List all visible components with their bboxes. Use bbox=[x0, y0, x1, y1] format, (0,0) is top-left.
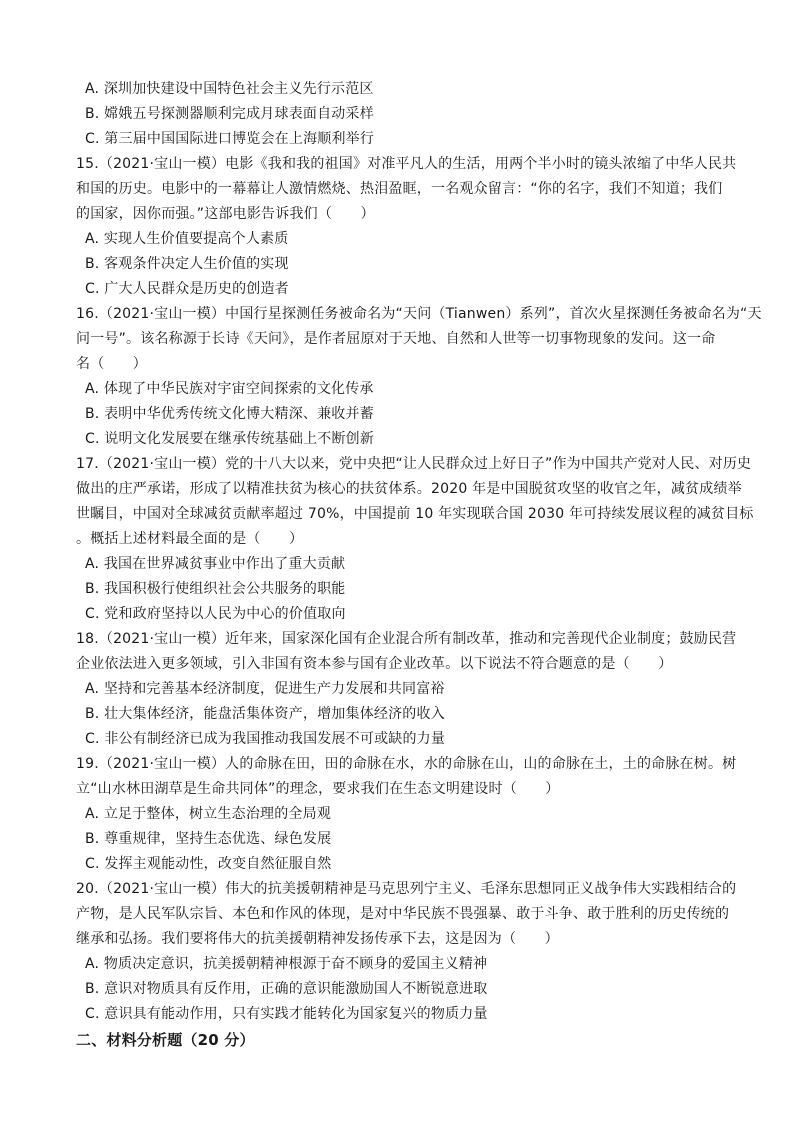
question-stem-line: 17.（2021·宝山一模）党的十八大以来，党中央把“让人民群众过上好日子”作为中国共产党对人民、对历史 bbox=[76, 456, 752, 472]
exam-page bbox=[76, 77, 762, 1053]
option-b: B. 表明中华优秀传统文化博大精深、兼收并蓄 bbox=[85, 406, 374, 422]
question-stem-line: 立“山水林田湖草是生命共同体”的理念，要求我们在生态文明建设时（ ） bbox=[76, 781, 560, 797]
option-b: B. 客观条件决定人生价值的实现 bbox=[85, 256, 289, 272]
question-stem-line: 问一号”。该名称源于长诗《天问》，是作者屈原对于天地、自然和人世等一切事物现象的发问。这一命 bbox=[76, 331, 716, 347]
question-16 bbox=[76, 302, 762, 452]
option-c: C. 党和政府坚持以人民为中心的价值取向 bbox=[85, 606, 346, 622]
question-stem-line: 16.（2021·宝山一模）中国行星探测任务被命名为“天问（Tianwen）系列”，首次火星探测任务被命名为“天 bbox=[76, 306, 762, 322]
option-c: C. 说明文化发展要在继承传统基础上不断创新 bbox=[85, 431, 375, 447]
question-stem-line: 15.（2021·宝山一模）电影《我和我的祖国》对准平凡人的生活，用两个半小时的镜头浓缩了中华人民共 bbox=[76, 156, 737, 172]
question-stem-line: 20.（2021·宝山一模）伟大的抗美援朝精神是马克思列宁主义、毛泽东思想同正义战争伟大实践相结合的 bbox=[76, 881, 737, 897]
question-stem-line: 产物，是人民军队宗旨、本色和作风的体现，是对中华民族不畏强暴、敢于斗争、敢于胜利的历史传统的 bbox=[76, 906, 730, 922]
option-b: B. 嫦娥五号探测器顺利完成月球表面自动采样 bbox=[85, 106, 374, 122]
question-stem-line: 18.（2021·宝山一模）近年来，国家深化国有企业混合所有制改革，推动和完善现代企业制度；鼓励民营 bbox=[76, 631, 737, 647]
option-a: A. 深圳加快建设中国特色社会主义先行示范区 bbox=[85, 81, 374, 97]
question-stem-line: 继承和弘扬。我们要将伟大的抗美援朝精神发扬传承下去，这是因为（ ） bbox=[76, 931, 559, 947]
question-18 bbox=[76, 627, 737, 752]
question-stem-line: 世瞩目，中国对全球减贫贡献率超过 70%，中国提前 10 年实现联合国 2030 年可持续发展议程的减贫目标 bbox=[76, 506, 754, 522]
question-17 bbox=[76, 452, 754, 627]
question-19 bbox=[76, 752, 737, 877]
option-a: A. 体现了中华民族对宇宙空间探索的文化传承 bbox=[85, 381, 374, 397]
question-stem-line: 。概括上述材料最全面的是（ ） bbox=[76, 531, 304, 547]
option-b: B. 壮大集体经济，能盘活集体资产，增加集体经济的收入 bbox=[85, 706, 445, 722]
option-b: B. 意识对物质具有反作用，正确的意识能激励国人不断锐意进取 bbox=[85, 981, 488, 997]
question-stem-line: 企业依法进入更多领域，引入非国有资本参与国有企业改革。以下说法不符合题意的是（ ） bbox=[76, 656, 673, 672]
lead-options bbox=[76, 77, 726, 152]
question-stem-line: 和国的历史。电影中的一幕幕让人激情燃烧、热泪盈眶，一名观众留言：“你的名字，我们不知道；我们 bbox=[76, 181, 723, 197]
question-stem-line: 做出的庄严承诺，形成了以精准扶贫为核心的扶贫体系。2020 年是中国脱贫攻坚的收官之年，减贫成绩举 bbox=[76, 481, 742, 497]
option-a: A. 物质决定意识，抗美援朝精神根源于奋不顾身的爱国主义精神 bbox=[85, 956, 488, 972]
option-a: A. 立足于整体，树立生态治理的全局观 bbox=[85, 806, 332, 822]
option-c: C. 意识具有能动作用，只有实践才能转化为国家复兴的物质力量 bbox=[85, 1006, 488, 1022]
option-a: A. 坚持和完善基本经济制度，促进生产力发展和共同富裕 bbox=[85, 681, 445, 697]
option-c: C. 发挥主观能动性，改变自然征服自然 bbox=[85, 856, 332, 872]
option-a: A. 实现人生价值要提高个人素质 bbox=[85, 231, 289, 247]
option-c: C. 非公有制经济已成为我国推动我国发展不可或缺的力量 bbox=[85, 731, 446, 747]
option-c: C. 广大人民群众是历史的创造者 bbox=[85, 281, 289, 297]
option-a: A. 我国在世界减贫事业中作出了重大贡献 bbox=[85, 556, 346, 572]
section-title: 二、材料分析题（20 分） bbox=[76, 1031, 255, 1049]
question-stem-line: 19.（2021·宝山一模）人的命脉在田，田的命脉在水，水的命脉在山，山的命脉在土，土的命脉在树。树 bbox=[76, 756, 737, 772]
question-stem-line: 的国家，因你而强。”这部电影告诉我们（ ） bbox=[76, 206, 375, 222]
question-15 bbox=[76, 152, 737, 302]
option-b: B. 尊重规律，坚持生态优选、绿色发展 bbox=[85, 831, 332, 847]
option-b: B. 我国积极行使组织社会公共服务的职能 bbox=[85, 581, 346, 597]
question-20 bbox=[76, 877, 737, 1027]
question-stem-line: 名（ ） bbox=[76, 356, 147, 372]
option-c: C. 第三届中国国际进口博览会在上海顺利举行 bbox=[85, 131, 375, 147]
